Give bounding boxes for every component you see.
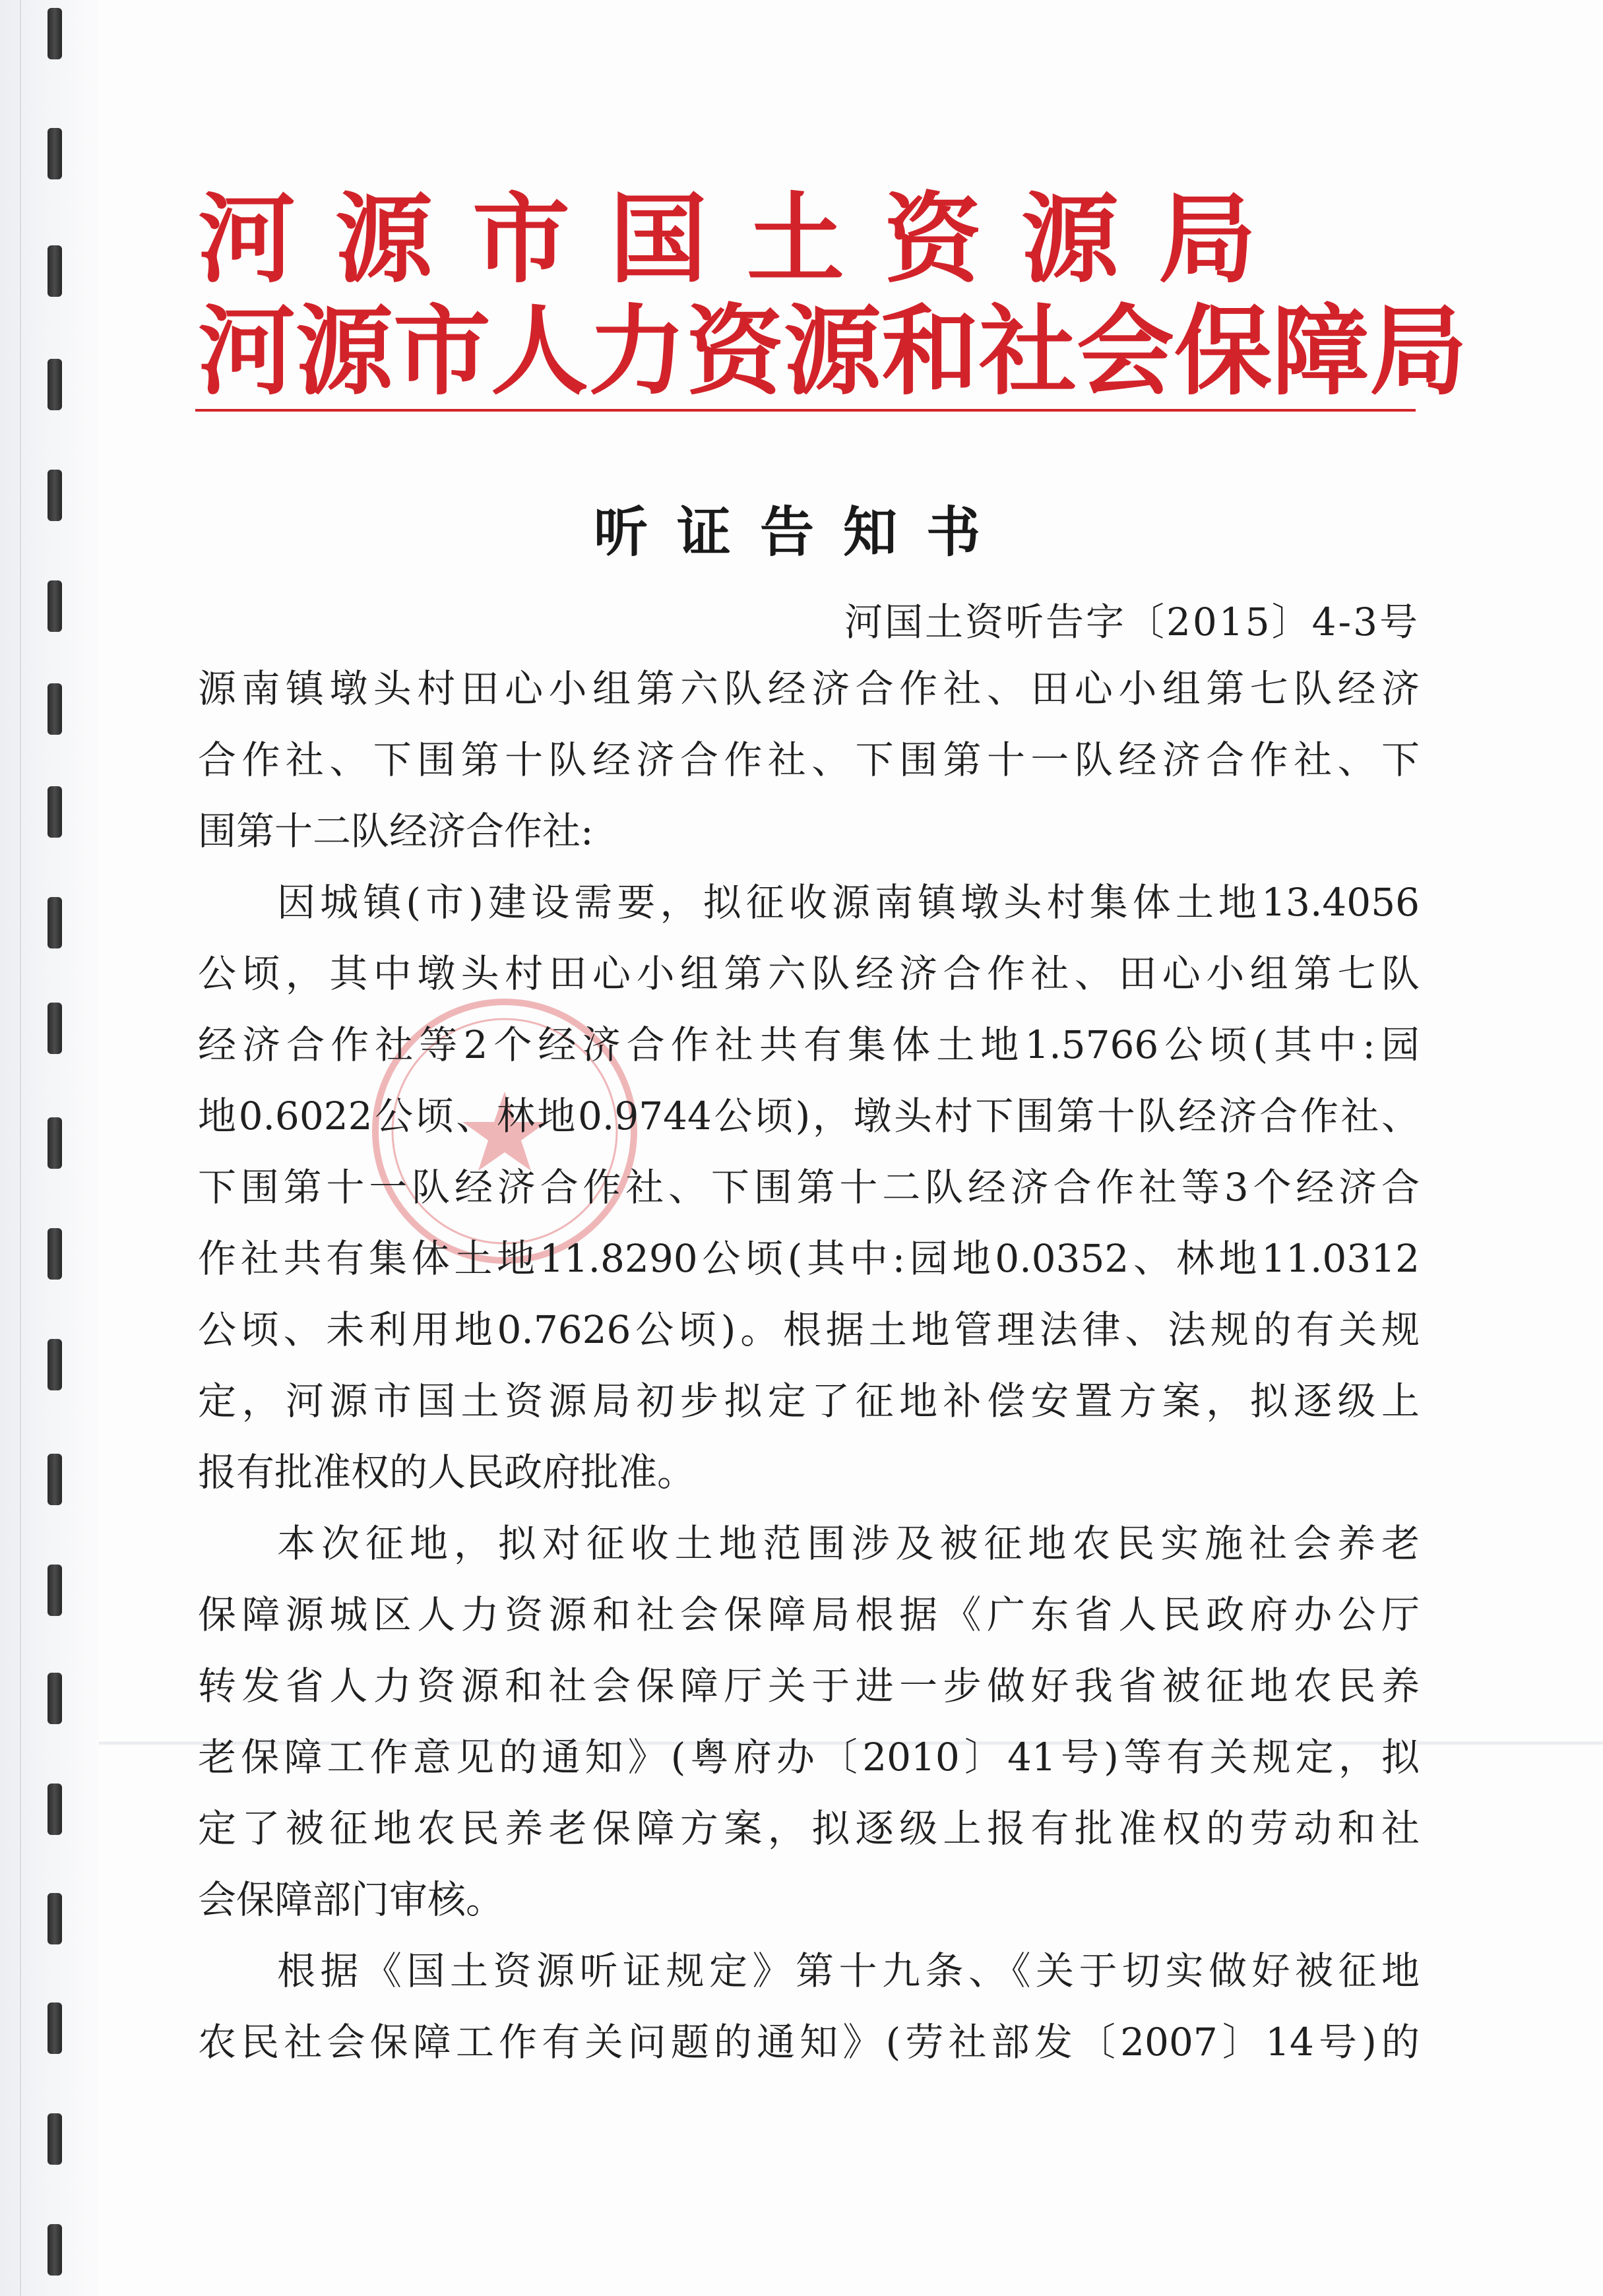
binding-hole — [47, 359, 62, 410]
letterhead-org-1: 河源市国土资源局 — [198, 181, 1296, 296]
body-line: 本次征地，拟对征收土地范围涉及被征地农民实施社会养老 — [277, 1521, 1420, 1566]
body-line: 围第十二队经济合作社: — [198, 809, 594, 853]
binding-hole — [47, 1228, 62, 1280]
body-line: 报有批准权的人民政府批准。 — [198, 1450, 696, 1495]
body-line: 转发省人力资源和社会保障厅关于进一步做好我省被征地农民养 — [198, 1663, 1420, 1708]
body-line: 公顷，其中墩头村田心小组第六队经济合作社、田心小组第七队 — [198, 951, 1420, 996]
binding-hole — [47, 683, 62, 735]
binding-hole — [47, 1565, 62, 1616]
letterhead-red-rule — [195, 409, 1416, 412]
body-line: 农民社会保障工作有关问题的通知》(劳社部发〔2007〕14号)的 — [198, 2020, 1420, 2064]
binding-hole — [47, 580, 62, 632]
binding-hole — [47, 1117, 62, 1169]
binding-hole — [47, 1003, 62, 1054]
body-line: 经济合作社等2个经济合作社共有集体土地1.5766公顷(其中:园 — [198, 1022, 1420, 1067]
body-line: 源南镇墩头村田心小组第六队经济合作社、田心小组第七队经济 — [198, 666, 1420, 711]
binding-hole — [47, 1673, 62, 1724]
body-line: 下围第十一队经济合作社、下围第十二队经济合作社等3个经济合 — [198, 1165, 1420, 1210]
binding-hole — [47, 1784, 62, 1835]
binding-hole — [47, 2002, 62, 2054]
binding-hole — [47, 1339, 62, 1390]
body-line: 会保障部门审核。 — [198, 1877, 505, 1922]
binding-hole — [47, 8, 62, 59]
binding-hole — [47, 1454, 62, 1505]
body-line: 合作社、下围第十队经济合作社、下围第十一队经济合作社、下 — [198, 737, 1420, 782]
binding-hole — [47, 128, 62, 179]
body-line: 因城镇(市)建设需要，拟征收源南镇墩头村集体土地13.4056 — [277, 880, 1420, 925]
binding-hole — [47, 1893, 62, 1944]
body-line: 定，河源市国土资源局初步拟定了征地补偿安置方案，拟逐级上 — [198, 1379, 1420, 1423]
binding-hole — [47, 786, 62, 838]
body-line: 公顷、未利用地0.7626公顷)。根据土地管理法律、法规的有关规 — [198, 1307, 1420, 1352]
body-line: 地0.6022公顷、林地0.9744公顷)，墩头村下围第十队经济合作社、 — [198, 1094, 1420, 1138]
document-number: 河国土资听告字〔2015〕4-3号 — [844, 600, 1420, 644]
binding-hole — [47, 245, 62, 297]
body-line: 定了被征地农民养老保障方案，拟逐级上报有批准权的劳动和社 — [198, 1806, 1420, 1851]
binding-hole — [47, 2224, 62, 2276]
body-line: 作社共有集体土地11.8290公顷(其中:园地0.0352、林地11.0312 — [198, 1236, 1420, 1281]
binding-hole — [47, 897, 62, 948]
binding-line — [20, 0, 21, 2296]
letterhead-org-2: 河源市人力资源和社会保障局 — [198, 294, 1467, 408]
document-title: 听证告知书 — [593, 501, 1009, 564]
binding-hole — [47, 2113, 62, 2165]
body-line: 保障源城区人力资源和社会保障局根据《广东省人民政府办公厅 — [198, 1592, 1420, 1637]
body-line: 根据《国土资源听证规定》第十九条、《关于切实做好被征地 — [277, 1948, 1420, 1993]
body-line: 老保障工作意见的通知》(粤府办〔2010〕41号)等有关规定，拟 — [198, 1735, 1420, 1780]
binding-strip — [0, 0, 99, 2296]
